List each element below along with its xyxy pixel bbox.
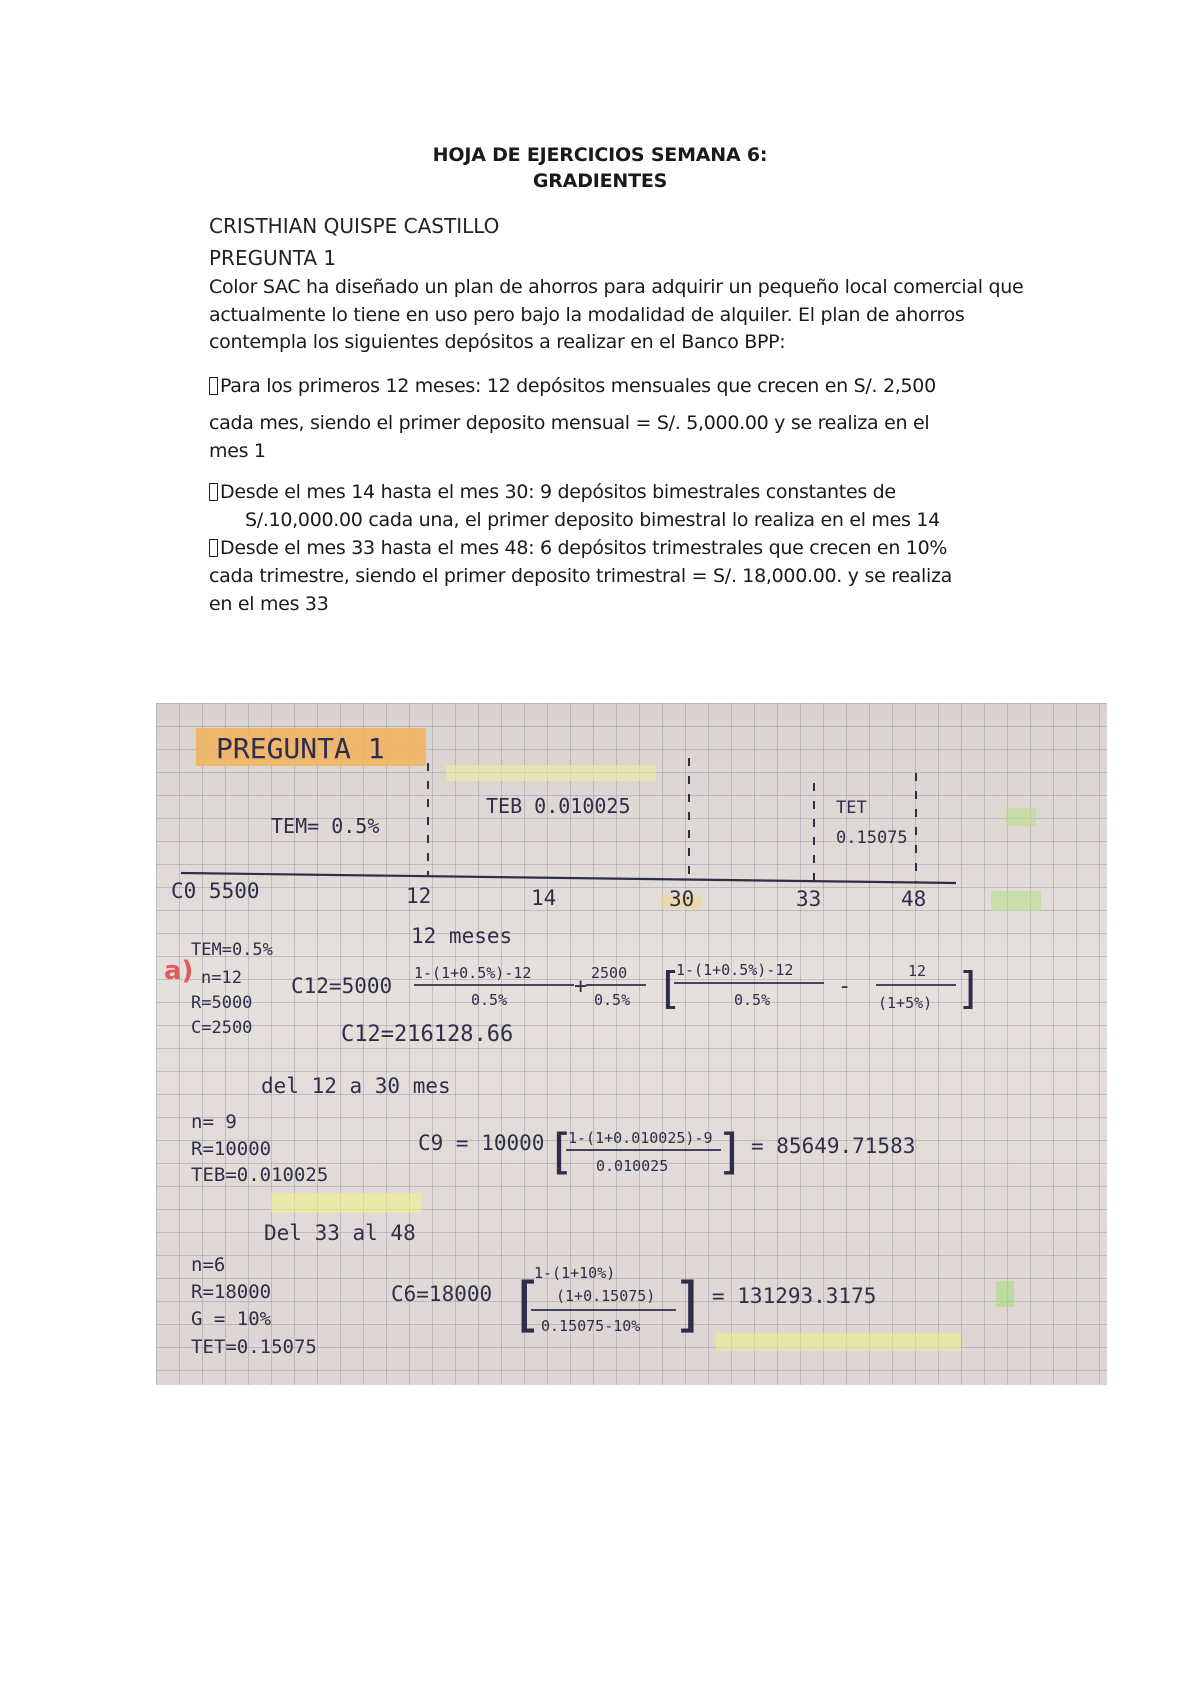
section-1-var: TEM=0.5% bbox=[191, 940, 273, 960]
bullet-3-line-1 bbox=[209, 537, 947, 559]
fraction-denominator: 0.15075-10% bbox=[541, 1317, 641, 1335]
section-1-formula-lead: C12=5000 bbox=[291, 974, 393, 998]
section-2-label: del 12 a 30 mes bbox=[261, 1074, 451, 1098]
tet-label: TET bbox=[836, 798, 867, 818]
tick-label: 33 bbox=[796, 887, 822, 911]
bracket-close: ] bbox=[671, 1270, 708, 1340]
section-1-var: n=12 bbox=[201, 968, 242, 988]
highlight-mark bbox=[446, 765, 656, 781]
bullet-1-line-3: mes 1 bbox=[209, 440, 266, 462]
plus-sign: + bbox=[574, 974, 588, 999]
section-3-var: G = 10% bbox=[191, 1308, 272, 1330]
section-3-formula-lead: C6=18000 bbox=[391, 1282, 493, 1306]
minus-sign: - bbox=[838, 974, 852, 999]
handwritten-notes bbox=[156, 703, 1107, 1385]
bullet-marker-icon bbox=[209, 377, 218, 395]
section-3-result: = 131293.3175 bbox=[712, 1284, 877, 1308]
intro-line-1: Color SAC ha diseñado un plan de ahorros para adquirir un pequeño local comercial que bbox=[209, 276, 1024, 298]
fraction-numerator: 1-(1+0.5%)-12 bbox=[414, 964, 532, 982]
fraction-numerator: 1-(1+10%) bbox=[534, 1264, 616, 1282]
author-name: CRISTHIAN QUISPE CASTILLO bbox=[209, 214, 500, 238]
bullet-3-line-2: cada trimestre, siendo el primer deposito trimestral = S/. 18,000.00. y se realiza bbox=[209, 565, 952, 587]
handwritten-solution-photo bbox=[156, 703, 1107, 1385]
section-2-var: R=10000 bbox=[191, 1138, 272, 1160]
intro-line-3: contempla los siguientes depósitos a realizar en el Banco BPP: bbox=[209, 331, 786, 353]
bracket-open: [ bbox=[508, 1270, 545, 1340]
tick-label: 12 bbox=[406, 884, 432, 908]
fraction-numerator: (1+0.15075) bbox=[556, 1287, 656, 1305]
fraction-numerator: 1-(1+0.010025)-9 bbox=[568, 1129, 713, 1147]
highlight-mark bbox=[271, 1193, 421, 1213]
bracket-open: [ bbox=[546, 1124, 575, 1180]
fraction-numerator: 12 bbox=[908, 962, 927, 980]
tet-value: 0.15075 bbox=[836, 828, 908, 848]
section-2-result: = 85649.71583 bbox=[751, 1134, 916, 1158]
bullet-1-line-1 bbox=[209, 375, 936, 397]
section-2-var: TEB=0.010025 bbox=[191, 1164, 329, 1186]
bracket-open: [ bbox=[656, 963, 683, 1014]
bullet-2-line-1 bbox=[209, 481, 896, 503]
bullet-1-line-2: cada mes, siendo el primer deposito mensual = S/. 5,000.00 y se realiza en el bbox=[209, 412, 930, 434]
intro-line-2: actualmente lo tiene en uso pero bajo la modalidad de alquiler. El plan de ahorros bbox=[209, 304, 965, 326]
highlight-mark bbox=[1006, 808, 1036, 826]
section-1-result: C12=216128.66 bbox=[341, 1022, 514, 1047]
highlight-mark bbox=[716, 1333, 961, 1351]
section-3-label: Del 33 al 48 bbox=[264, 1221, 416, 1245]
bracket-close: ] bbox=[956, 963, 983, 1014]
fraction-denominator: 0.010025 bbox=[596, 1157, 669, 1175]
bullet-2-line-2: S/.10,000.00 cada una, el primer deposito bimestral lo realiza en el mes 14 bbox=[245, 509, 940, 531]
photo-heading: PREGUNTA 1 bbox=[216, 732, 385, 765]
fraction-numerator: 1-(1+0.5%)-12 bbox=[676, 961, 794, 979]
section-2-formula-lead: C9 = 10000 bbox=[418, 1131, 545, 1155]
document-title-line2: GRADIENTES bbox=[532, 170, 668, 192]
section-1-label: 12 meses bbox=[411, 924, 513, 948]
highlight-mark bbox=[991, 891, 1041, 911]
bullet-marker-icon bbox=[209, 539, 218, 557]
c0-label: C0 5500 bbox=[171, 879, 260, 903]
tick-label: 48 bbox=[901, 887, 927, 911]
bullet-1-text: Para los primeros 12 meses: 12 depósitos mensuales que crecen en S/. 2,500 bbox=[220, 375, 936, 397]
tick-label: 30 bbox=[669, 887, 695, 911]
section-3-var: R=18000 bbox=[191, 1281, 272, 1303]
section-1-var: R=5000 bbox=[191, 993, 253, 1013]
fraction-denominator: 0.5% bbox=[734, 991, 771, 1009]
section-1-var: C=2500 bbox=[191, 1018, 253, 1038]
document-title-line1: HOJA DE EJERCICIOS SEMANA 6: bbox=[432, 144, 768, 166]
tem-label: TEM= 0.5% bbox=[271, 814, 380, 838]
fraction-denominator: 0.5% bbox=[594, 991, 631, 1009]
bullet-marker-icon bbox=[209, 483, 218, 501]
highlight-mark bbox=[996, 1281, 1014, 1307]
fraction-denominator: 0.5% bbox=[471, 991, 508, 1009]
bullet-3-line-3: en el mes 33 bbox=[209, 593, 329, 615]
question-label: PREGUNTA 1 bbox=[209, 246, 337, 270]
fraction-numerator: 2500 bbox=[591, 964, 628, 982]
timeline-axis bbox=[181, 873, 956, 883]
part-a-label: a) bbox=[164, 956, 194, 986]
section-3-var: TET=0.15075 bbox=[191, 1336, 317, 1358]
teb-label: TEB 0.010025 bbox=[486, 794, 631, 818]
bullet-2-text: Desde el mes 14 hasta el mes 30: 9 depósitos bimestrales constantes de bbox=[220, 481, 896, 503]
section-2-var: n= 9 bbox=[191, 1111, 237, 1133]
tick-label: 14 bbox=[531, 886, 557, 910]
bullet-3-text: Desde el mes 33 hasta el mes 48: 6 depósitos trimestrales que crecen en 10% bbox=[220, 537, 948, 559]
section-3-var: n=6 bbox=[191, 1254, 226, 1276]
fraction-denominator: (1+5%) bbox=[878, 994, 933, 1012]
bracket-close: ] bbox=[716, 1124, 745, 1180]
